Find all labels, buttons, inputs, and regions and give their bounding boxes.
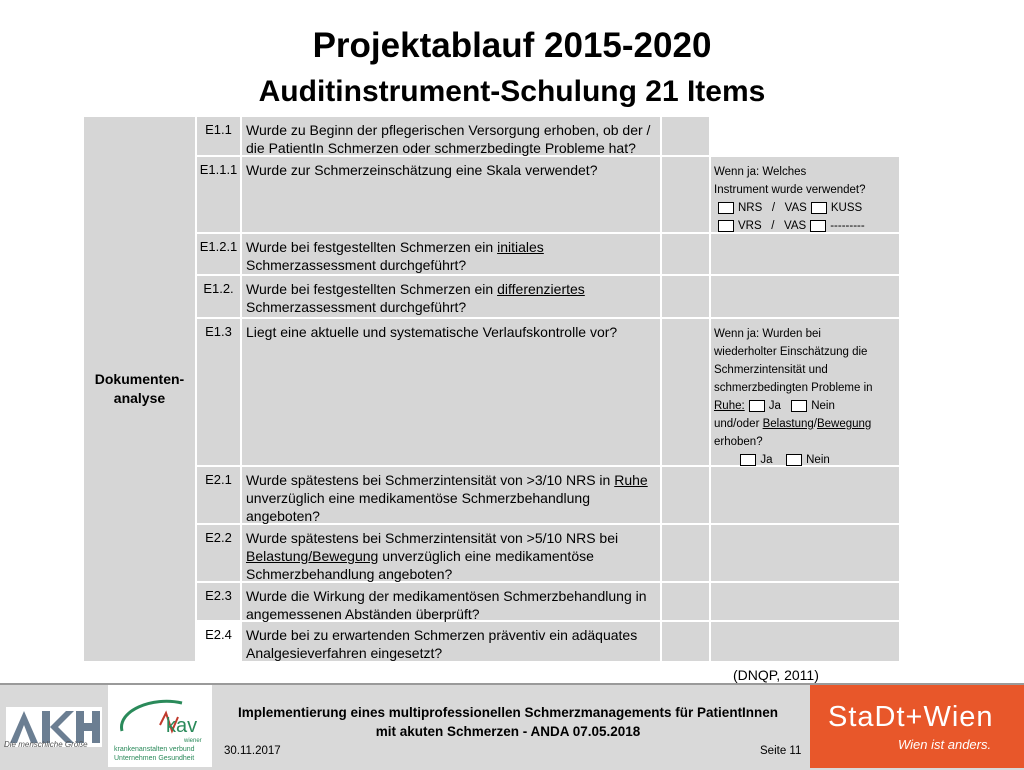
item-id: E1.2.: [197, 276, 240, 317]
bel-nein-checkbox[interactable]: [786, 454, 802, 466]
answer-cell: [662, 157, 709, 232]
question-underlined: initiales: [497, 239, 544, 255]
question-line: Schmerzassessment durchgeführt?: [246, 257, 467, 273]
footer-line-2: mit akuten Schmerzen - ANDA 07.05.2018: [375, 724, 641, 739]
ja-label: Ja: [760, 454, 773, 466]
question-line: Wurde spätestens bei Schmerzintensität von >5/10 NRS bei: [246, 530, 619, 546]
item-question: [242, 467, 660, 523]
separator: /: [771, 202, 776, 214]
nrs-checkbox[interactable]: [718, 202, 734, 214]
item-id: E2.2: [197, 525, 240, 581]
vas-checkbox[interactable]: [811, 202, 827, 214]
answer-cell: [662, 276, 709, 317]
nein-label: Nein: [811, 400, 835, 412]
answer-cell: [662, 117, 709, 155]
note-cell: [711, 622, 899, 661]
question-line: Wurde bei zu erwartenden Schmerzen präventiv ein adäquates: [246, 627, 638, 643]
question-line: angeboten?: [246, 508, 320, 524]
item-question: [242, 583, 660, 620]
source-citation: (DNQP, 2011): [733, 667, 819, 683]
page-number: Seite 11: [760, 745, 802, 757]
note-line: Instrument wurde verwendet?: [714, 184, 866, 196]
item-question: [242, 234, 660, 274]
kav-line-3: Unternehmen Gesundheit: [114, 755, 195, 762]
nrs-label: NRS: [738, 202, 763, 214]
answer-cell: [662, 583, 709, 620]
wien-slogan: Wien ist anders.: [898, 737, 992, 752]
ja-label: Ja: [768, 400, 781, 412]
note-line: Wenn ja: Welches: [714, 166, 807, 178]
note-cell: [711, 234, 899, 274]
note-line: erhoben?: [714, 436, 763, 448]
question-underlined: differenziertes: [497, 281, 585, 297]
audit-table: [84, 117, 899, 661]
question-line: Analgesieverfahren eingesetzt?: [246, 645, 443, 661]
side-label-line-2: analyse: [113, 390, 166, 406]
question-line: Wurde bei festgestellten Schmerzen ein: [246, 239, 494, 255]
item-id: E1.3: [197, 319, 240, 465]
item-question: [242, 276, 660, 317]
ruhe-label: Ruhe:: [714, 400, 745, 412]
stadt-wien-logo: [810, 685, 1024, 768]
bewegung-label: Bewegung: [816, 418, 872, 430]
question-line: die PatientIn Schmerzen oder schmerzbedingte Probleme hat?: [246, 140, 636, 156]
item-question: [242, 117, 660, 155]
item-id: E2.1: [197, 467, 240, 523]
question-line: Schmerzbehandlung angeboten?: [246, 566, 453, 582]
question-line: Wurde spätestens bei Schmerzintensität von >3/10 NRS in: [246, 472, 611, 488]
vas-label: VAS: [784, 202, 807, 214]
item-question: [242, 157, 660, 232]
question-line: Wurde die Wirkung der medikamentösen Schmerzbehandlung in: [246, 588, 647, 604]
note-line: schmerzbedingten Probleme in: [714, 382, 873, 394]
kav-line-2: krankenanstalten verbund: [114, 746, 195, 753]
note-cell: [711, 276, 899, 317]
dashes: ---------: [830, 220, 865, 232]
instrument-note: [711, 157, 899, 232]
note-line: Schmerzintensität und: [714, 364, 828, 376]
answer-cell: [662, 319, 709, 465]
kav-name: kav: [166, 715, 198, 737]
ruhe-nein-checkbox[interactable]: [791, 400, 807, 412]
item-id: E1.1.1: [197, 157, 240, 232]
item-id: E1.1: [197, 117, 240, 155]
question-underlined: Belastung/Bewegung: [246, 548, 379, 564]
answer-cell: [662, 234, 709, 274]
page-subtitle: Auditinstrument-Schulung 21 Items: [258, 75, 766, 108]
footer-date: 30.11.2017: [224, 745, 281, 757]
vas-label: VAS: [784, 220, 807, 232]
akh-tagline: Die menschliche Größe: [4, 740, 88, 749]
question-line: angemessenen Abständen überprüft?: [246, 606, 480, 622]
bel-ja-checkbox[interactable]: [740, 454, 756, 466]
kuss-label: KUSS: [830, 202, 863, 214]
note-cell: [711, 117, 899, 155]
answer-cell: [662, 525, 709, 581]
und-label: und/oder: [714, 418, 760, 430]
item-id: E2.3: [197, 583, 240, 620]
footer-line-1: Implementierung eines multiprofessionellen Schmerzmanagements für PatientInnen: [237, 705, 779, 720]
question-line: unverzüglich eine medikamentöse: [382, 548, 594, 564]
question-line: Schmerzassessment durchgeführt?: [246, 299, 467, 315]
vas2-checkbox[interactable]: [810, 220, 826, 232]
answer-cell: [662, 467, 709, 523]
note-cell: [711, 525, 899, 581]
question-line: Wurde zur Schmerzeinschätzung eine Skala verwendet?: [246, 162, 598, 178]
side-label-line-1: Dokumenten-: [94, 371, 185, 387]
vrs-checkbox[interactable]: [718, 220, 734, 232]
ruhe-ja-checkbox[interactable]: [749, 400, 765, 412]
kav-line-1: wiener: [184, 738, 202, 744]
question-line: unverzüglich eine medikamentöse Schmerzbehandlung: [246, 490, 590, 506]
separator: /: [771, 220, 775, 232]
question-line: Wurde bei festgestellten Schmerzen ein: [246, 281, 494, 297]
page-title: Projektablauf 2015-2020: [312, 26, 712, 65]
note-line: Wenn ja: Wurden bei: [714, 328, 821, 340]
item-question: [242, 525, 660, 581]
answer-cell: [662, 622, 709, 661]
wien-logo-text: StaDt+Wien: [828, 701, 994, 733]
kav-logo: [108, 685, 212, 767]
item-id: E1.2.1: [197, 234, 240, 274]
footer-project-title: [216, 703, 800, 741]
slash: /: [813, 418, 817, 430]
side-label: [84, 117, 195, 661]
question-line: Liegt eine aktuelle und systematische Verlaufskontrolle vor?: [246, 324, 618, 340]
item-question: [242, 319, 660, 465]
question-underlined: Ruhe: [614, 472, 648, 488]
verlauf-note: [711, 319, 899, 465]
note-cell: [711, 467, 899, 523]
note-cell: [711, 583, 899, 620]
belastung-label: Belastung: [762, 418, 814, 430]
vrs-label: VRS: [738, 220, 762, 232]
item-question: [242, 622, 660, 661]
question-line: Wurde zu Beginn der pflegerischen Versorgung erhoben, ob der /: [246, 122, 651, 138]
item-id: E2.4: [197, 622, 240, 661]
nein-label: Nein: [806, 454, 830, 466]
note-line: wiederholter Einschätzung die: [714, 346, 868, 358]
